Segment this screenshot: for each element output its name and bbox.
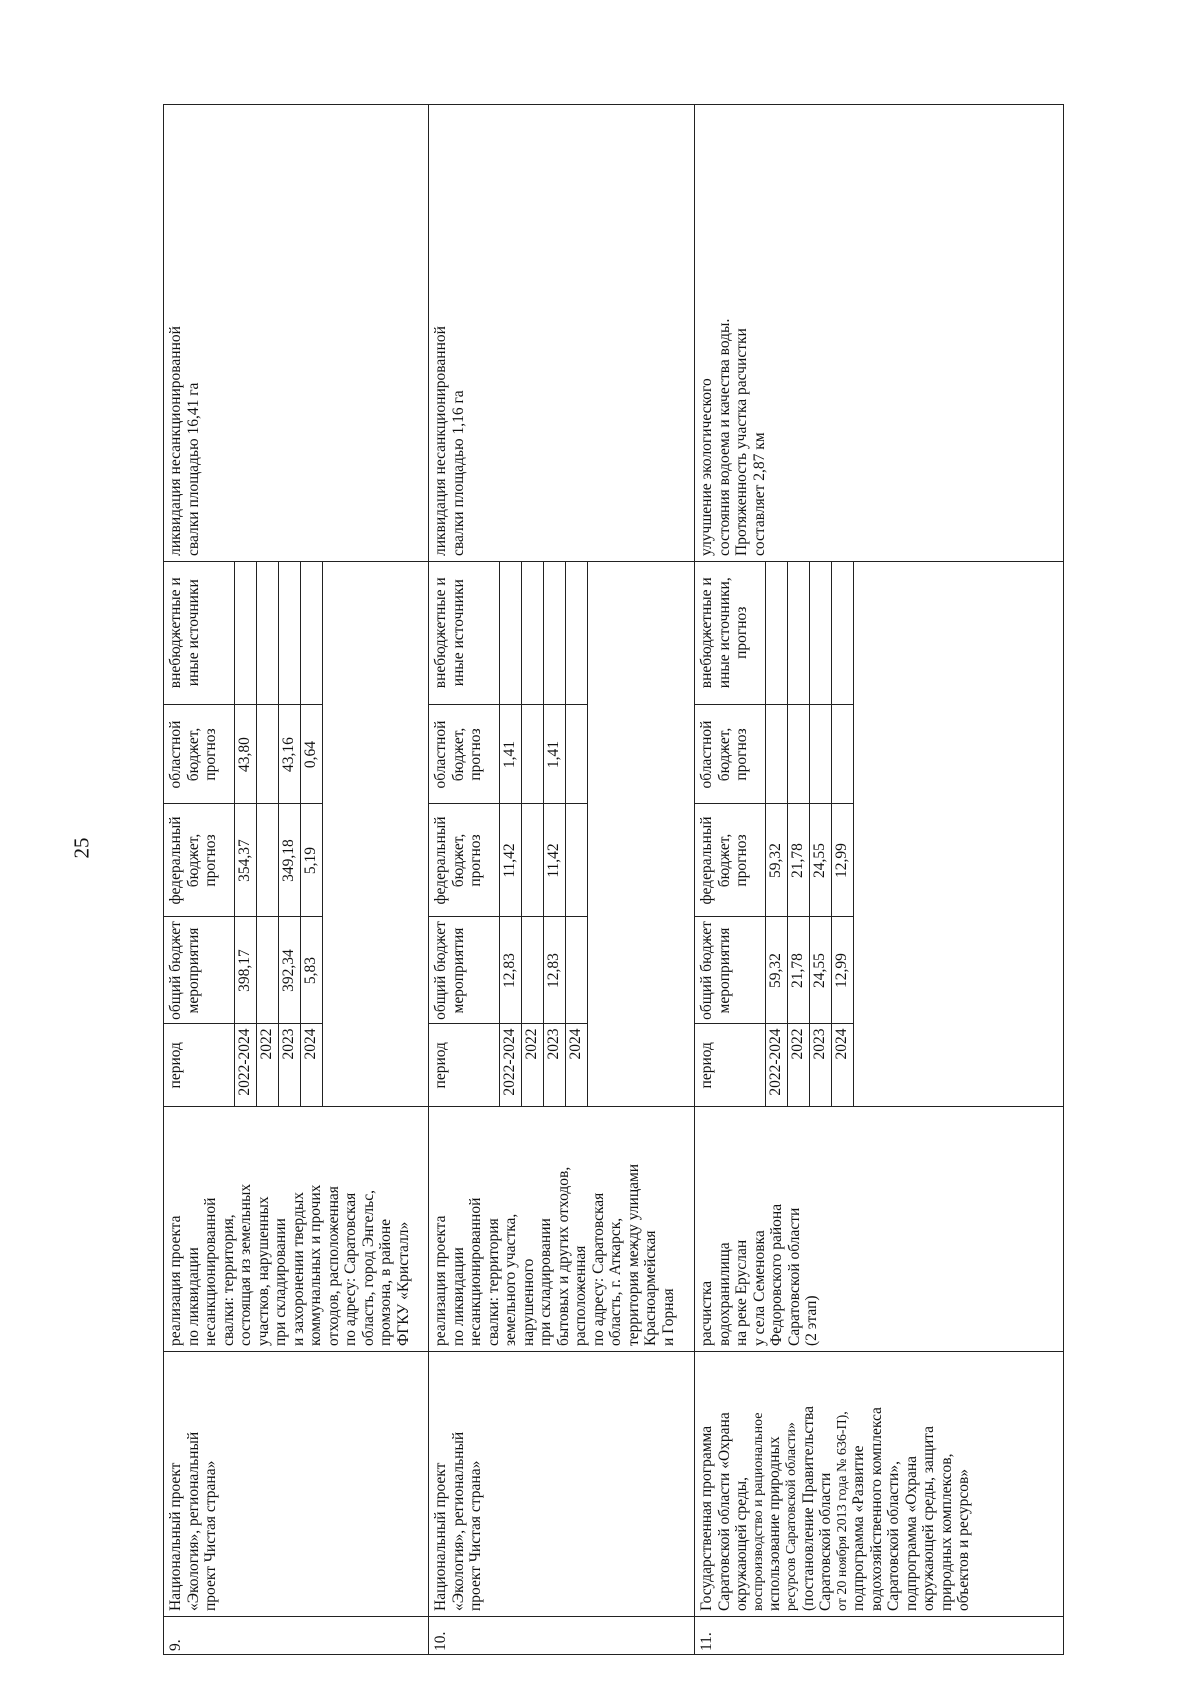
event-description-line: расчистка xyxy=(698,1280,715,1346)
financing-cell-regional xyxy=(566,705,588,804)
financing-cell-regional xyxy=(810,705,832,804)
expected-result-line: ликвидация несанкционированной xyxy=(432,326,449,556)
event-description-line: реализация проекта xyxy=(432,1215,449,1346)
program-name-line: (постановление Правительства xyxy=(799,1406,817,1611)
financing-cell-regional: 43,16 xyxy=(279,705,301,804)
financing-cell-total xyxy=(566,917,588,1024)
expected-result-line: состояния водоема и качества воды. xyxy=(715,318,733,556)
financing-header-total: общий бюджет мероприятия xyxy=(429,917,500,1024)
program-name xyxy=(695,1352,1064,1617)
expected-result xyxy=(695,105,1064,562)
program-name-line: объектов и ресурсов» xyxy=(955,1468,973,1611)
event-description-line: и захоронении твердых xyxy=(289,1192,307,1346)
page-number: 25 xyxy=(69,837,94,859)
event-description-line: ФГКУ «Кристалл» xyxy=(394,1221,412,1346)
financing-cell-total: 12,99 xyxy=(832,917,854,1024)
event-description-line: при складировании xyxy=(272,1218,289,1346)
table-row xyxy=(164,105,429,1655)
financing-cell-federal xyxy=(566,804,588,917)
program-name-line: Государственная программа xyxy=(698,1425,715,1611)
financing-cell-federal xyxy=(257,804,279,917)
financing-cell-regional xyxy=(832,705,854,804)
financing-cell-period: 2024 xyxy=(301,1024,323,1106)
event-description-line: нарушенного xyxy=(519,1258,537,1346)
financing-cell-federal: 5,19 xyxy=(301,804,323,917)
event-description-line: у села Семеновка xyxy=(750,1230,768,1346)
program-name-line: Национальный проект xyxy=(432,1462,449,1611)
financing-cell-federal: 11,42 xyxy=(500,804,522,917)
financing-cell-extra xyxy=(566,561,588,705)
financing-header-period: период xyxy=(695,1024,766,1106)
program-name-line: воспроизводство и рациональное xyxy=(750,1412,766,1611)
financing-table xyxy=(164,561,323,1106)
event-description-line: расположенная xyxy=(572,1245,589,1346)
financing-table xyxy=(695,561,854,1106)
financing-cell-extra xyxy=(500,561,522,705)
financing-header-extra: внебюджетные и иные источники, прогноз xyxy=(695,561,766,705)
financing-block xyxy=(695,562,1064,1107)
financing-cell-total: 5,83 xyxy=(301,917,323,1024)
event-description-line: несанкционированной xyxy=(202,1197,219,1346)
event-description xyxy=(695,1107,1064,1352)
program-name xyxy=(429,1352,695,1617)
financing-header-federal: федеральный бюджет, прогноз xyxy=(164,804,235,917)
event-description-line: по адресу: Саратовская xyxy=(342,1192,359,1346)
event-description-line: свалки: территория, xyxy=(219,1214,237,1346)
financing-header-total: общий бюджет мероприятия xyxy=(695,917,766,1024)
program-name-line: водохозяйственного комплекса xyxy=(867,1407,885,1611)
financing-cell-period: 2022-2024 xyxy=(500,1024,522,1106)
financing-cell-federal: 59,32 xyxy=(766,804,788,917)
financing-block xyxy=(429,562,695,1107)
expected-result-line: составляет 2,87 км xyxy=(750,432,768,556)
financing-cell-federal: 24,55 xyxy=(810,804,832,917)
financing-cell-regional: 0,64 xyxy=(301,705,323,804)
program-name-line: Национальный проект xyxy=(167,1462,184,1611)
event-description-line: состоящая из земельных xyxy=(237,1183,254,1346)
financing-cell-federal: 354,37 xyxy=(235,804,257,917)
financing-cell-period: 2023 xyxy=(810,1024,832,1106)
financing-cell-total: 24,55 xyxy=(810,917,832,1024)
program-name-line: подпрограмма «Развитие xyxy=(850,1445,868,1611)
financing-header-regional: областной бюджет, прогноз xyxy=(429,705,500,804)
financing-cell-extra xyxy=(257,561,279,705)
financing-cell-regional xyxy=(766,705,788,804)
row-number: 11. xyxy=(695,1617,1064,1655)
program-name-line: природных комплексов, xyxy=(937,1453,955,1611)
event-description-line: несанкционированной xyxy=(467,1197,484,1346)
financing-cell-period: 2022 xyxy=(522,1024,544,1106)
event-description-line: область, город Энгельс, xyxy=(359,1190,377,1346)
program-name-line: ресурсов Саратовской области» xyxy=(783,1422,799,1611)
expected-result-line: свалки площадью 1,16 га xyxy=(449,390,467,556)
program-name-line: окружающей среды, защита xyxy=(920,1426,938,1611)
financing-cell-extra xyxy=(522,561,544,705)
event-description-line: при складировании xyxy=(537,1218,554,1346)
financing-cell-total: 398,17 xyxy=(235,917,257,1024)
event-description-line: Саратовской области xyxy=(785,1207,803,1346)
financing-cell-extra xyxy=(788,561,810,705)
event-description-line: по адресу: Саратовская xyxy=(589,1192,607,1346)
event-description-line: (2 этап) xyxy=(803,1295,820,1346)
financing-cell-period: 2022 xyxy=(257,1024,279,1106)
event-description-line: на реке Еруслан xyxy=(733,1239,750,1346)
financing-header-extra: внебюджетные и иные источники xyxy=(164,561,235,705)
financing-cell-period: 2022-2024 xyxy=(766,1024,788,1106)
financing-cell-extra xyxy=(279,561,301,705)
financing-cell-extra xyxy=(301,561,323,705)
financing-header-federal: федеральный бюджет, прогноз xyxy=(429,804,500,917)
financing-header-period: период xyxy=(429,1024,500,1106)
financing-cell-extra xyxy=(810,561,832,705)
financing-cell-period: 2023 xyxy=(544,1024,566,1106)
event-description-line: и Горная xyxy=(659,1288,677,1346)
financing-cell-regional xyxy=(522,705,544,804)
financing-cell-federal: 12,99 xyxy=(832,804,854,917)
financing-header-period: период xyxy=(164,1024,235,1106)
financing-cell-period: 2022-2024 xyxy=(235,1024,257,1106)
event-description-line: реализация проекта xyxy=(167,1215,184,1346)
financing-cell-regional: 1,41 xyxy=(500,705,522,804)
table-row xyxy=(429,105,695,1655)
rotated-table-wrapper xyxy=(163,105,1063,1655)
financing-cell-extra xyxy=(766,561,788,705)
program-name-line: Саратовской области xyxy=(817,1472,835,1611)
expected-result-line: свалки площадью 16,41 га xyxy=(184,382,202,556)
financing-cell-total: 12,83 xyxy=(544,917,566,1024)
event-description-line: коммунальных и прочих xyxy=(307,1184,324,1346)
event-description-line: область, г. Аткарск, xyxy=(607,1217,624,1346)
financing-cell-federal xyxy=(522,804,544,917)
financing-cell-extra xyxy=(832,561,854,705)
financing-cell-federal: 11,42 xyxy=(544,804,566,917)
program-name-line: Саратовской области», xyxy=(885,1461,903,1611)
financing-cell-extra xyxy=(544,561,566,705)
event-description xyxy=(164,1107,429,1352)
program-name-line: подпрограмма «Охрана xyxy=(902,1455,920,1611)
financing-cell-regional xyxy=(257,705,279,804)
financing-cell-total: 21,78 xyxy=(788,917,810,1024)
expected-result-line: улучшение экологического xyxy=(698,378,715,556)
event-description-line: земельного участка, xyxy=(502,1213,519,1346)
program-name-line: окружающей среды, xyxy=(733,1476,750,1611)
financing-cell-period: 2022 xyxy=(788,1024,810,1106)
financing-cell-regional xyxy=(788,705,810,804)
financing-cell-period: 2023 xyxy=(279,1024,301,1106)
financing-cell-federal: 21,78 xyxy=(788,804,810,917)
table-row xyxy=(695,105,1064,1655)
event-description-line: свалки: территория xyxy=(484,1218,502,1346)
program-name-line: от 20 ноября 2013 года № 636-П), xyxy=(834,1411,850,1611)
program-name xyxy=(164,1352,429,1617)
financing-cell-total: 392,34 xyxy=(279,917,301,1024)
financing-header-federal: федеральный бюджет, прогноз xyxy=(695,804,766,917)
financing-cell-total xyxy=(522,917,544,1024)
event-description-line: отходов, расположенная xyxy=(324,1186,342,1346)
financing-cell-total xyxy=(257,917,279,1024)
event-description-line: водохранилища xyxy=(715,1242,733,1346)
financing-cell-period: 2024 xyxy=(832,1024,854,1106)
event-description-line: промзона, в районе xyxy=(377,1218,394,1346)
expected-result-line: ликвидация несанкционированной xyxy=(167,326,184,556)
financing-cell-total: 59,32 xyxy=(766,917,788,1024)
program-name-line: проект Чистая страна» xyxy=(202,1460,219,1611)
program-name-line: Саратовской области «Охрана xyxy=(715,1412,733,1611)
program-name-line: «Экология», региональный xyxy=(184,1431,202,1611)
event-description-line: бытовых и других отходов, xyxy=(554,1166,572,1346)
financing-header-total: общий бюджет мероприятия xyxy=(164,917,235,1024)
expected-result-line: Протяженность участка расчистки xyxy=(733,328,750,556)
financing-cell-period: 2024 xyxy=(566,1024,588,1106)
financing-block xyxy=(164,562,429,1107)
event-description-line: территория между улицами xyxy=(624,1163,642,1346)
financing-cell-regional: 43,80 xyxy=(235,705,257,804)
row-number: 10. xyxy=(429,1617,695,1655)
row-number: 9. xyxy=(164,1617,429,1655)
event-description-line: Федоровского района xyxy=(768,1203,785,1346)
program-name-line: «Экология», региональный xyxy=(449,1431,467,1611)
program-name-line: проект Чистая страна» xyxy=(467,1460,484,1611)
financing-header-extra: внебюджетные и иные источники xyxy=(429,561,500,705)
financing-table xyxy=(429,561,588,1106)
financing-header-regional: областной бюджет, прогноз xyxy=(164,705,235,804)
financing-header-regional: областной бюджет, прогноз xyxy=(695,705,766,804)
expected-result xyxy=(429,105,695,562)
event-description xyxy=(429,1107,695,1352)
financing-cell-total: 12,83 xyxy=(500,917,522,1024)
financing-cell-extra xyxy=(235,561,257,705)
financing-cell-federal: 349,18 xyxy=(279,804,301,917)
event-description-line: по ликвидации xyxy=(184,1247,202,1346)
financing-cell-regional: 1,41 xyxy=(544,705,566,804)
event-description-line: по ликвидации xyxy=(449,1247,467,1346)
event-description-line: Красноармейская xyxy=(642,1230,659,1346)
event-description-line: участков, нарушенных xyxy=(254,1196,272,1346)
program-name-line: использование природных xyxy=(766,1436,784,1611)
program-table xyxy=(163,104,1064,1655)
expected-result xyxy=(164,105,429,562)
